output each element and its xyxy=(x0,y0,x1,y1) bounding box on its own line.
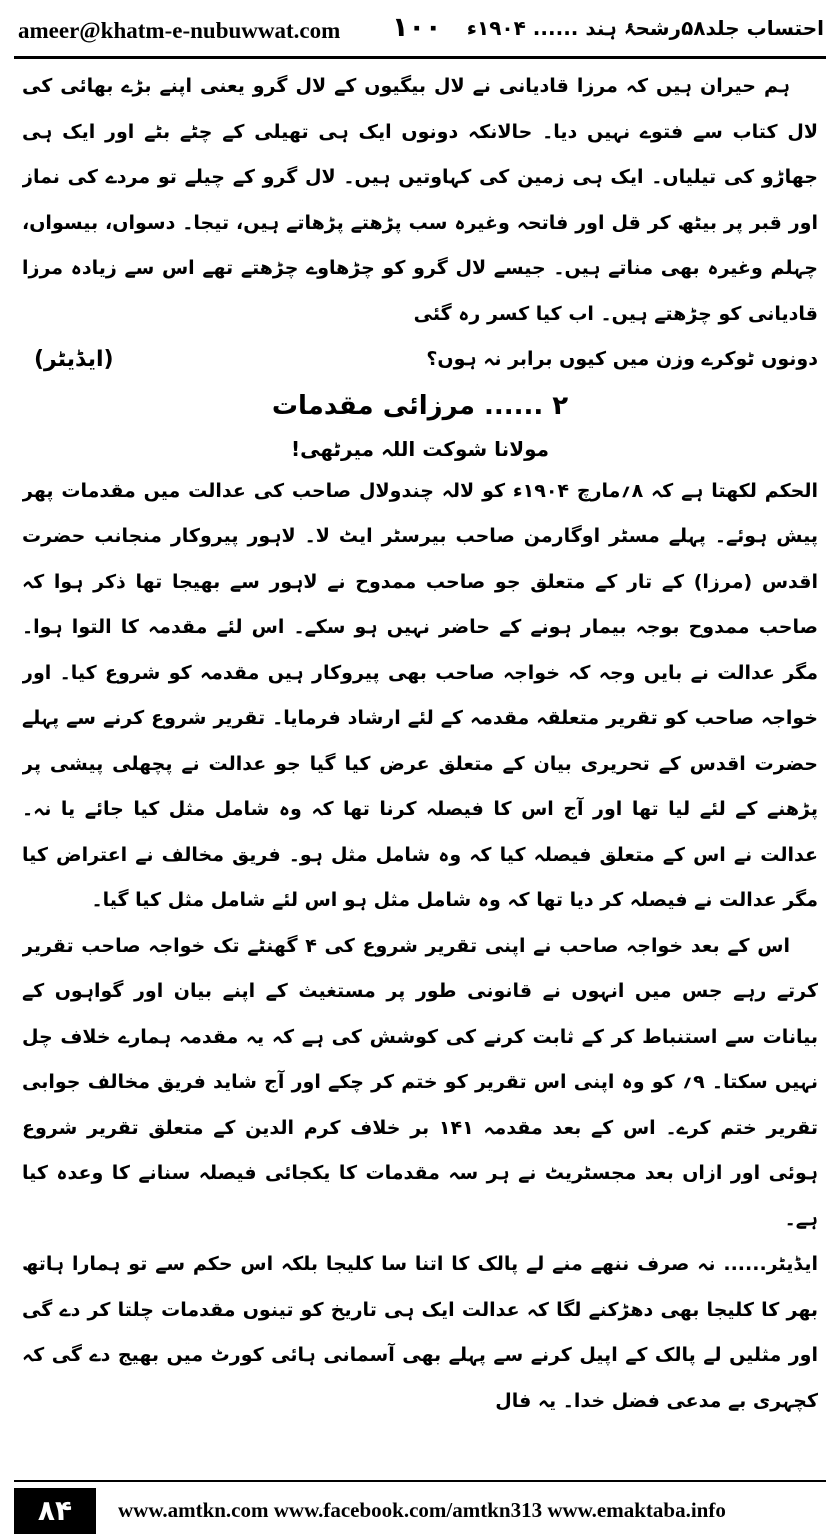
footer-urls[interactable]: www.amtkn.com www.facebook.com/amtkn313 www.emaktaba.info xyxy=(118,1498,726,1522)
header-page-number: ۱۰۰ xyxy=(392,12,442,43)
footer-rule xyxy=(14,1480,826,1482)
page-body xyxy=(22,64,818,1476)
body-paragraph-1: الحکم لکھتا ہے کہ ۸؍مارچ ۱۹۰۴ء کو لالہ چندولال صاحب کی عدالت میں مقدمات پھر پیش ہوئے۔ پہلے مسٹر اوگارمن صاحب بیرسٹر ایٹ لا۔ لاہور پیروکار منجانب حضرت اقدس (مرزا) کے تار کے متعلق جو صاحب ممدوح نے لاہور سے بھیجا تھا ذکر ہوا کہ صاحب ممدوح بوجہ بیمار ہونے کے حاضر نہیں ہو سکے۔ اس لئے مقدمہ کا التوا ہوا۔ مگر عدالت نے بایں وجہ کہ خواجہ صاحب بھی پیروکار ہیں مقدمہ کو شروع کیا۔ اور خواجہ صاحب کو تقریر متعلقہ مقدمہ کے لئے ارشاد فرمایا۔ تقریر شروع کرنے سے پہلے حضرت اقدس کے تحریری بیان کے متعلق عرض کیا گیا جو عدالت نے پچھلی پیشی پر پڑھنے کے لئے لیا تھا اور آج اس کا فیصلہ کرنا تھا کہ وہ شامل مثل کیا جائے یا نہ۔ عدالت نے اس کے متعلق فیصلہ کیا کہ وہ شامل مثل ہو۔ فریق مخالف نے اعتراض کیا مگر عدالت نے فیصلہ کر دیا تھا کہ وہ شامل مثل ہو اس لئے شامل مثل کیا گیا۔ xyxy=(22,479,818,911)
intro-paragraph: ہم حیران ہیں کہ مرزا قادیانی نے لال بیگیوں کے لال گرو یعنی اپنے بڑے بھائی کی لال کتاب سے فتوے نہیں دیا۔ حالانکہ دونوں ایک ہی تھیلی کے چٹے بٹے اور ایک ہی جھاڑو کی تیلیاں۔ ایک ہی زمین کی کہاوتیں ہیں۔ لال گرو کے چیلے تو مردے کی نماز اور قبر پر بیٹھ کر قل اور فاتحہ وغیرہ سب پڑھتے پڑھاتے ہیں، تیجا۔ دسواں، بیسواں، چہلم وغیرہ بھی مناتے ہیں۔ جیسے لال گرو کو چڑھاوے چڑھتے تھے اس سے زیادہ مرزا قادیانی کو چڑھتے ہیں۔ اب کیا کسر رہ گئی xyxy=(22,75,818,325)
intro-closing-text: دونوں ٹوکرے وزن میں کیوں برابر نہ ہوں؟ xyxy=(426,348,818,370)
header-book-title: احتساب جلد۵۸رشحۂ ہند ...... ۱۹۰۴ء xyxy=(466,16,824,40)
footer-page-number: ۸۴ xyxy=(14,1488,96,1534)
page-header xyxy=(14,8,826,54)
section-heading: ۲ ...... مرزائی مقدمات xyxy=(271,390,569,421)
editor-signature: (ایڈیٹر) xyxy=(34,347,114,372)
body-paragraph-3: ایڈیٹر...... نہ صرف ننھے منے لے پالک کا اتنا سا کلیجا بلکہ اس حکم سے تو ہمارا ہاتھ بھر کا کلیجا بھی دھڑکنے لگا کہ عدالت ایک ہی تاریخ کو تینوں مقدمات چلتا کر دے گی اور مثلیں لے پالک کے اپیل کرنے سے پہلے بھی آسمانی ہائی کورٹ میں بھیج دے گی کہ کچہری بے مدعی فضل خدا۔ یہ فال xyxy=(22,1253,818,1412)
intro-last-line xyxy=(22,337,818,383)
body-paragraph-2: اس کے بعد خواجہ صاحب نے اپنی تقریر شروع کی ۴ گھنٹے تک خواجہ صاحب تقریر کرتے رہے جس میں انہوں نے قانونی طور پر مستغیث کے اپنے بیان اور گواہوں کے بیانات سے استنباط کر کے ثابت کرنے کی کوشش کی ہے کہ یہ مقدمہ ہمارے خلاف چل نہیں سکتا۔ ۹؍ کو وہ اپنی اس تقریر کو ختم کر چکے اور آج شاید فریق مخالف جوابی تقریر ختم کرے۔ اس کے بعد مقدمہ ۱۴۱ بر خلاف کرم الدین کے متعلق تقریر شروع ہوئی اور ازاں بعد مجسٹریٹ نے ہر سہ مقدمات کا یکجائی فیصلہ سنانے کا وعدہ کیا ہے۔ xyxy=(22,934,818,1230)
header-rule xyxy=(14,56,826,59)
header-email[interactable]: ameer@khatm-e-nubuwwat.com xyxy=(18,18,341,43)
section-author: مولانا شوکت اللہ میرٹھی! xyxy=(290,436,550,461)
